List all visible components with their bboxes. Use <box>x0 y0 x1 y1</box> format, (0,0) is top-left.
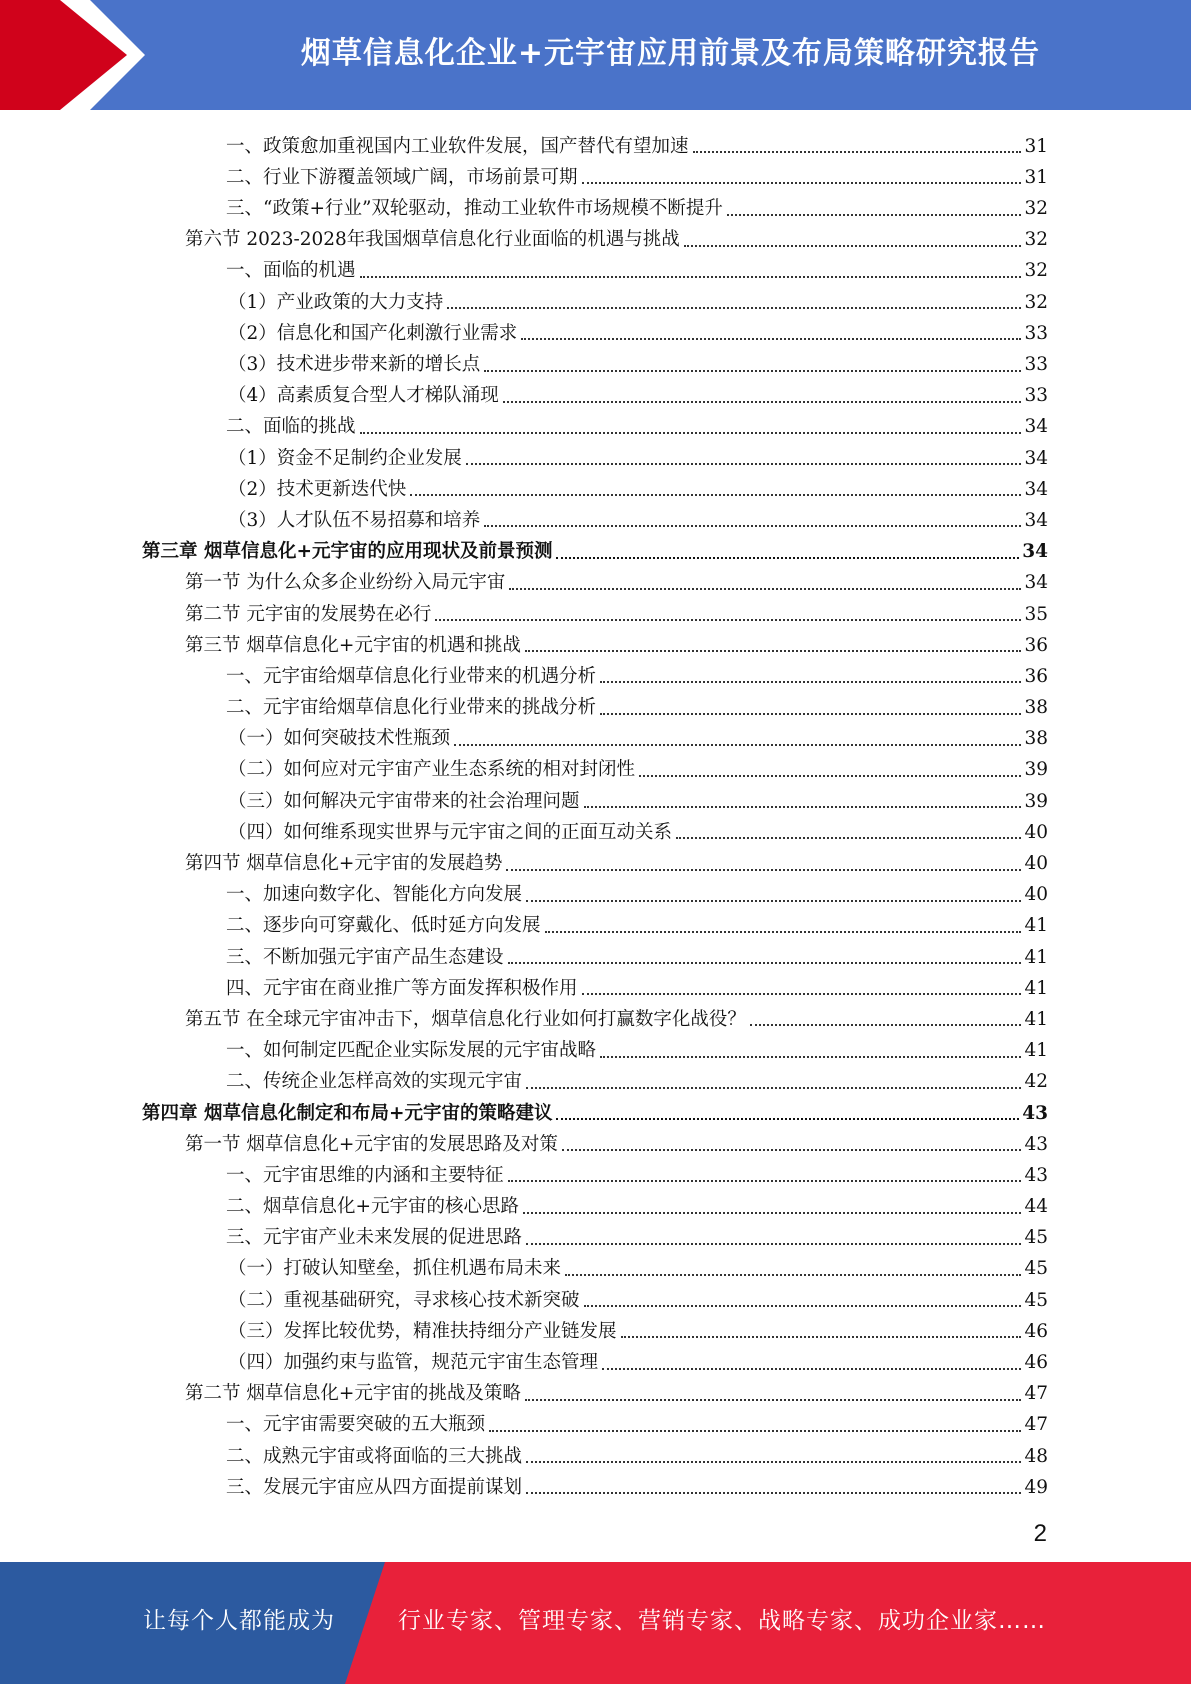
toc-entry-label: 第一节 为什么众多企业纷纷入局元宇宙 <box>185 572 506 594</box>
toc-dot-leader <box>621 1336 1022 1338</box>
toc-entry-page: 40 <box>1024 821 1048 843</box>
toc-entry-label: （3）人才队伍不易招募和培养 <box>228 509 481 531</box>
toc-entry-page: 49 <box>1024 1476 1048 1498</box>
toc-entry-label: 第三节 烟草信息化+元宇宙的机遇和挑战 <box>185 634 521 656</box>
toc-entry-page: 32 <box>1024 229 1048 251</box>
toc-dot-leader <box>447 307 1021 309</box>
toc-dot-leader <box>489 1430 1021 1432</box>
toc-entry-page: 41 <box>1024 946 1048 968</box>
toc-subsection-entry[interactable] <box>140 439 1048 470</box>
toc-entry-label: 第三章 烟草信息化+元宇宙的应用现状及前景预测 <box>142 541 553 563</box>
toc-entry-label: 一、加速向数字化、智能化方向发展 <box>226 884 523 906</box>
toc-entry-label: （四）加强约束与监管，规范元宇宙生态管理 <box>228 1352 599 1373</box>
toc-dot-leader <box>727 214 1022 216</box>
toc-entry-page: 44 <box>1024 1196 1048 1218</box>
toc-dot-leader <box>410 494 1021 496</box>
toc-dot-leader <box>556 1118 1019 1120</box>
toc-entry-page: 34 <box>1024 509 1048 531</box>
toc-subsection-entry[interactable] <box>140 1437 1048 1468</box>
toc-subsection-entry[interactable] <box>140 1219 1048 1250</box>
toc-dot-leader <box>602 1368 1021 1370</box>
toc-dot-leader <box>435 619 1021 621</box>
toc-entry-label: 二、成熟元宇宙或将面临的三大挑战 <box>226 1445 523 1467</box>
toc-entry-label: 二、元宇宙给烟草信息化行业带来的挑战分析 <box>226 697 597 719</box>
toc-dot-leader <box>750 1024 1022 1026</box>
toc-entry-page: 31 <box>1024 166 1048 188</box>
toc-entry-page: 46 <box>1024 1320 1048 1342</box>
toc-subsection-entry[interactable] <box>140 1468 1048 1499</box>
toc-entry-page: 45 <box>1024 1289 1048 1311</box>
toc-subsection-entry[interactable] <box>140 283 1048 314</box>
toc-subsection-entry[interactable] <box>140 1063 1048 1094</box>
toc-subsection-entry[interactable] <box>140 813 1048 844</box>
toc-entry-page: 34 <box>1024 478 1048 500</box>
toc-subsection-entry[interactable] <box>140 1406 1048 1437</box>
toc-entry-label: （4）高素质复合型人才梯队涌现 <box>228 385 499 407</box>
footer-slogan: 让每个人都能成为 <box>143 1608 335 1634</box>
toc-entry-label: 二、烟草信息化+元宇宙的核心思路 <box>226 1196 520 1218</box>
toc-entry-page: 43 <box>1024 1164 1048 1186</box>
toc-entry-page: 35 <box>1024 603 1048 625</box>
toc-entry-label: 一、面临的机遇 <box>226 260 356 282</box>
toc-entry-label: 三、不断加强元宇宙产品生态建设 <box>226 946 504 968</box>
toc-entry-label: 一、元宇宙需要突破的五大瓶颈 <box>226 1414 486 1436</box>
toc-entry-page: 45 <box>1024 1227 1048 1249</box>
toc-dot-leader <box>639 775 1021 777</box>
toc-entry-page: 38 <box>1024 728 1048 750</box>
toc-entry-page: 41 <box>1024 915 1048 937</box>
toc-entry-page: 41 <box>1024 977 1048 999</box>
toc-subsection-entry[interactable] <box>140 1312 1048 1343</box>
toc-dot-leader <box>503 401 1022 403</box>
toc-subsection-entry[interactable] <box>140 408 1048 439</box>
toc-dot-leader <box>484 370 1021 372</box>
toc-entry-label: 二、面临的挑战 <box>226 416 356 438</box>
toc-dot-leader <box>454 744 1021 746</box>
toc-dot-leader <box>526 900 1021 902</box>
toc-section-entry[interactable] <box>140 564 1048 595</box>
toc-entry-page: 41 <box>1024 1040 1048 1062</box>
page-number: 2 <box>1033 1520 1047 1547</box>
toc-section-entry[interactable] <box>140 1375 1048 1406</box>
toc-dot-leader <box>556 557 1019 559</box>
toc-entry-label: （二）重视基础研究，寻求核心技术新突破 <box>228 1289 580 1311</box>
toc-entry-page: 47 <box>1024 1383 1048 1405</box>
toc-subsection-entry[interactable] <box>140 907 1048 938</box>
toc-entry-label: 第五节 在全球元宇宙冲击下，烟草信息化行业如何打赢数字化战役？ <box>185 1008 746 1030</box>
toc-entry-page: 36 <box>1024 665 1048 687</box>
toc-subsection-entry[interactable] <box>140 782 1048 813</box>
toc-entry-label: 第二节 元宇宙的发展势在必行 <box>185 603 432 625</box>
toc-subsection-entry[interactable] <box>140 158 1048 189</box>
toc-subsection-entry[interactable] <box>140 720 1048 751</box>
toc-entry-page: 43 <box>1022 1102 1048 1124</box>
toc-entry-label: （一）如何突破技术性瓶颈 <box>228 728 451 750</box>
toc-entry-label: 三、元宇宙产业未来发展的促进思路 <box>226 1227 523 1249</box>
toc-section-entry[interactable] <box>140 595 1048 626</box>
toc-subsection-entry[interactable] <box>140 1031 1048 1062</box>
toc-subsection-entry[interactable] <box>140 377 1048 408</box>
toc-entry-page: 39 <box>1024 759 1048 781</box>
toc-entry-page: 36 <box>1024 634 1048 656</box>
toc-entry-label: （一）打破认知壁垒，抓住机遇布局未来 <box>228 1258 562 1280</box>
toc-subsection-entry[interactable] <box>140 751 1048 782</box>
report-header <box>0 0 1191 110</box>
toc-entry-label: 一、政策愈加重视国内工业软件发展，国产替代有望加速 <box>226 135 689 157</box>
toc-dot-leader <box>693 151 1022 153</box>
toc-entry-label: 第六节 2023-2028年我国烟草信息化行业面临的机遇与挑战 <box>185 229 680 251</box>
toc-dot-leader <box>506 869 1021 871</box>
toc-dot-leader <box>584 806 1022 808</box>
toc-entry-label: （三）如何解决元宇宙带来的社会治理问题 <box>228 790 580 812</box>
toc-entry-page: 40 <box>1024 853 1048 874</box>
toc-subsection-entry[interactable] <box>140 1250 1048 1281</box>
toc-entry-label: 四、元宇宙在商业推广等方面发挥积极作用 <box>226 977 578 999</box>
toc-entry-label: （四）如何维系现实世界与元宇宙之间的正面互动关系 <box>228 821 673 843</box>
toc-entry-page: 33 <box>1024 322 1048 344</box>
toc-subsection-entry[interactable] <box>140 938 1048 969</box>
toc-subsection-entry[interactable] <box>140 1156 1048 1187</box>
toc-subsection-entry[interactable] <box>140 1187 1048 1218</box>
toc-entry-label: （3）技术进步带来新的增长点 <box>228 354 481 375</box>
toc-entry-page: 46 <box>1024 1352 1048 1373</box>
toc-dot-leader <box>584 1305 1022 1307</box>
toc-entry-page: 39 <box>1024 790 1048 812</box>
toc-entry-label: 二、行业下游覆盖领域广阔，市场前景可期 <box>226 166 578 188</box>
header-arrow-decoration <box>0 0 160 110</box>
toc-dot-leader <box>562 1149 1022 1151</box>
toc-dot-leader <box>600 1056 1021 1058</box>
toc-dot-leader <box>526 1087 1021 1089</box>
toc-entry-page: 32 <box>1024 260 1048 282</box>
toc-subsection-entry[interactable] <box>140 688 1048 719</box>
toc-entry-page: 34 <box>1024 572 1048 594</box>
toc-dot-leader <box>508 962 1022 964</box>
toc-entry-label: 三、发展元宇宙应从四方面提前谋划 <box>226 1476 523 1498</box>
report-title: 烟草信息化企业+元宇宙应用前景及布局策略研究报告 <box>300 36 1041 71</box>
toc-subsection-entry[interactable] <box>140 1281 1048 1312</box>
toc-dot-leader <box>466 463 1022 465</box>
toc-entry-label: （1）产业政策的大力支持 <box>228 291 444 313</box>
toc-dot-leader <box>526 1461 1021 1463</box>
toc-entry-page: 40 <box>1024 884 1048 906</box>
toc-entry-label: 一、元宇宙给烟草信息化行业带来的机遇分析 <box>226 665 597 687</box>
toc-dot-leader <box>582 993 1022 995</box>
toc-dot-leader <box>509 588 1021 590</box>
toc-section-entry[interactable] <box>140 221 1048 252</box>
toc-entry-page: 33 <box>1024 354 1048 375</box>
toc-subsection-entry[interactable] <box>140 1343 1048 1374</box>
toc-dot-leader <box>582 182 1022 184</box>
toc-section-entry[interactable] <box>140 1125 1048 1156</box>
toc-subsection-entry[interactable] <box>140 876 1048 907</box>
toc-subsection-entry[interactable] <box>140 189 1048 220</box>
toc-entry-label: （三）发挥比较优势，精准扶持细分产业链发展 <box>228 1320 617 1342</box>
toc-section-entry[interactable] <box>140 626 1048 657</box>
toc-entry-page: 47 <box>1024 1414 1048 1436</box>
toc-chapter-entry[interactable] <box>140 1094 1048 1125</box>
toc-entry-label: （1）资金不足制约企业发展 <box>228 447 462 469</box>
toc-entry-page: 34 <box>1022 541 1048 563</box>
toc-chapter-entry[interactable] <box>140 532 1048 563</box>
toc-dot-leader <box>521 338 1021 340</box>
toc-entry-page: 38 <box>1024 697 1048 719</box>
toc-entry-label: （二）如何应对元宇宙产业生态系统的相对封闭性 <box>228 759 636 781</box>
toc-section-entry[interactable] <box>140 844 1048 875</box>
toc-dot-leader <box>565 1274 1021 1276</box>
toc-dot-leader <box>526 1492 1021 1494</box>
toc-entry-page: 34 <box>1024 447 1048 469</box>
toc-dot-leader <box>523 1212 1021 1214</box>
toc-entry-page: 32 <box>1024 291 1048 313</box>
table-of-contents <box>140 127 1048 1499</box>
toc-subsection-entry[interactable] <box>140 127 1048 158</box>
toc-dot-leader <box>508 1180 1022 1182</box>
toc-dot-leader <box>484 525 1021 527</box>
toc-entry-page: 33 <box>1024 385 1048 407</box>
toc-entry-label: 第四节 烟草信息化+元宇宙的发展趋势 <box>185 853 503 874</box>
toc-subsection-entry[interactable] <box>140 657 1048 688</box>
toc-subsection-entry[interactable] <box>140 252 1048 283</box>
toc-dot-leader <box>360 276 1022 278</box>
toc-dot-leader <box>525 650 1022 652</box>
toc-entry-page: 34 <box>1024 416 1048 438</box>
toc-entry-label: 一、元宇宙思维的内涵和主要特征 <box>226 1164 504 1186</box>
toc-entry-page: 45 <box>1024 1258 1048 1280</box>
toc-dot-leader <box>676 837 1021 839</box>
toc-dot-leader <box>600 713 1021 715</box>
toc-entry-page: 31 <box>1024 135 1048 157</box>
toc-entry-page: 48 <box>1024 1445 1048 1467</box>
toc-entry-page: 32 <box>1024 198 1048 220</box>
toc-subsection-entry[interactable] <box>140 969 1048 1000</box>
toc-dot-leader <box>526 1243 1021 1245</box>
toc-entry-page: 43 <box>1024 1133 1048 1155</box>
toc-entry-label: （2）技术更新迭代快 <box>228 478 407 500</box>
toc-dot-leader <box>360 432 1022 434</box>
toc-entry-label: 第四章 烟草信息化制定和布局+元宇宙的策略建议 <box>142 1102 553 1124</box>
toc-subsection-entry[interactable] <box>140 345 1048 376</box>
toc-entry-label: 第二节 烟草信息化+元宇宙的挑战及策略 <box>185 1383 521 1405</box>
footer-expert-list: 行业专家、管理专家、营销专家、战略专家、成功企业家…… <box>398 1608 1046 1634</box>
toc-entry-label: 三、“政策+行业”双轮驱动，推动工业软件市场规模不断提升 <box>226 198 723 220</box>
toc-subsection-entry[interactable] <box>140 501 1048 532</box>
toc-entry-label: 第一节 烟草信息化+元宇宙的发展思路及对策 <box>185 1133 558 1155</box>
toc-entry-label: 一、如何制定匹配企业实际发展的元宇宙战略 <box>226 1040 597 1062</box>
toc-section-entry[interactable] <box>140 1000 1048 1031</box>
toc-dot-leader <box>525 1399 1022 1401</box>
toc-entry-page: 42 <box>1024 1071 1048 1093</box>
toc-dot-leader <box>545 931 1022 933</box>
toc-entry-label: （2）信息化和国产化刺激行业需求 <box>228 322 518 344</box>
toc-dot-leader <box>684 245 1022 247</box>
toc-subsection-entry[interactable] <box>140 314 1048 345</box>
toc-subsection-entry[interactable] <box>140 470 1048 501</box>
toc-entry-label: 二、传统企业怎样高效的实现元宇宙 <box>226 1071 523 1093</box>
toc-entry-page: 41 <box>1024 1008 1048 1030</box>
page-footer <box>0 1562 1191 1684</box>
toc-entry-label: 二、逐步向可穿戴化、低时延方向发展 <box>226 915 541 937</box>
toc-dot-leader <box>600 681 1021 683</box>
